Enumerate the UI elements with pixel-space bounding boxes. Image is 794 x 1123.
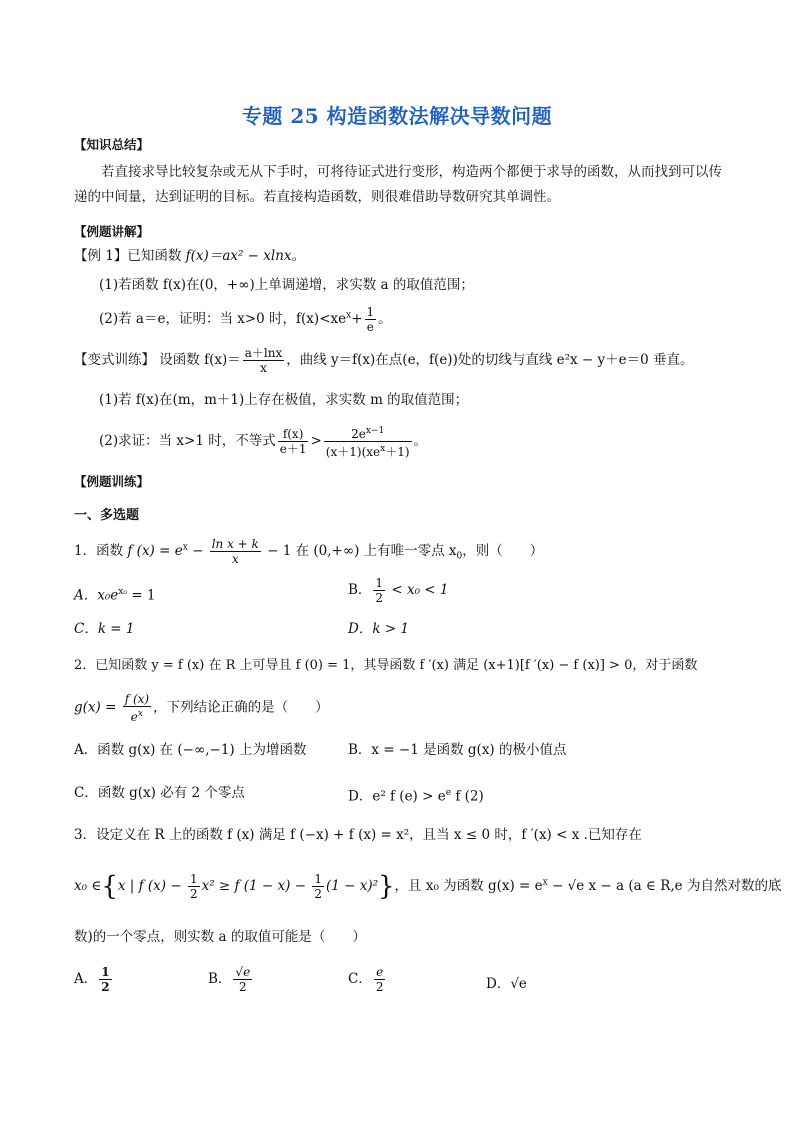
knowledge-text: 若直接求导比较复杂或无从下手时，可将待证式进行变形，构造两个都便于求导的函数，从而找到可以传递的中间量，达到证明的目标。若直接构造函数，则很难借助导数研究其单调性。 [74,164,722,205]
numerator-text: 2e [351,427,366,441]
example1-q2-sup: x [346,310,352,321]
fraction-denominator: 2 [238,980,247,994]
option-label: C． [348,971,372,987]
fraction-denominator: 2 [189,887,198,901]
question3-set [74,872,781,901]
fraction-denominator: x [231,552,239,566]
denominator-text: (x＋1)(xe [325,445,381,459]
fraction-numerator: a＋lnx [244,346,283,360]
fraction-numerator: f (x) [124,692,150,706]
q1-option-a [74,583,155,605]
option-label: A． [74,971,98,987]
q3-set-body1: x | f (x) − [117,878,186,894]
question3-line3: 数)的一个零点，则实数 a 的取值可能是（ ） [74,929,366,945]
option-sup: x₀ [118,587,127,597]
fraction-denominator: e [366,320,374,334]
question1-stem [74,537,543,566]
variant-q2 [99,424,427,459]
q1-end: ，则（ ） [462,543,544,559]
q1-option-b [348,576,448,605]
q3-line2-tail2: − √e x − a (a ∈ R,e 为自然对数的底 [547,878,782,894]
example1-stem [74,247,305,265]
fraction-numerator: e [374,965,386,980]
variant-q2-text: (2)求证：当 x>1 时，不等式 [99,433,276,449]
q1-sub: 0 [456,551,463,562]
fraction-denominator: e＋1 [279,442,307,456]
page-title: 专题 25 构造函数法解决导数问题 [241,104,553,128]
variant-fraction [243,346,285,375]
q2-fraction [123,692,151,724]
fraction-denominator: 2 [101,980,110,994]
option-end: < x₀ < 1 [387,582,449,598]
denominator-sup: x [380,444,386,454]
denominator-end: ＋1) [385,445,410,459]
option-text: A．x₀e [74,587,119,604]
q2-option-b: B．x = −1 是函数 g(x) 的极小值点 [348,742,567,758]
example1-func: f(x)＝ax² − xlnx。 [185,248,306,264]
example1-q2 [99,305,392,334]
numerator-sup: x−1 [365,426,385,436]
fraction-denominator: 2 [375,980,384,994]
fraction-numerator [324,424,412,442]
q3-option-a [74,965,114,994]
section-multiple-choice: 一、多选题 [74,508,140,523]
q2-option-a: A．函数 g(x) 在 (−∞,−1) 上为增函数 [74,742,307,758]
option-end: = 1 [126,587,156,604]
q2-tail: ，下列结论正确的是（ ） [153,699,329,716]
example1-q1: (1)若函数 f(x)在(0，+∞)上单调递增，求实数 a 的取值范围； [99,277,474,293]
question3-stem: 3．设定义在 R 上的函数 f (x) 满足 f (−x) + f (x) = x²，且当 x ≤ 0 时，f ′(x) < x .已知存在 [74,827,642,843]
denominator-sup: x [137,709,143,719]
variant-q1: (1)若 f(x)在(m，m＋1)上存在极值，求实数 m 的取值范围； [99,392,469,408]
q1-fraction [210,537,261,566]
q3-set-body2: x² ≥ f (1 − x) − [201,878,311,894]
knowledge-heading: 【知识总结】 [74,137,150,152]
q3-set-start: x₀ ∈ [74,878,102,894]
q1-middle: − 1 在 (0,+∞) 上有唯一零点 x [262,543,457,559]
examples-heading: 【例题讲解】 [74,224,150,239]
example1-lead: 【例 1】已知函数 [74,248,186,264]
option-fraction [374,965,386,994]
option-label: B． [208,971,232,987]
q2-option-c: C．函数 g(x) 必有 2 个零点 [74,785,245,801]
example1-q2-plus: + [351,311,363,327]
fraction-denominator [123,707,151,724]
variant-tail: ，曲线 y＝f(x)在点(e，f(e))处的切线与直线 e²x − y＋e＝0 垂直。 [286,352,694,368]
q3-set-body3: (1 − x)² [325,878,378,894]
question2-function [74,692,329,724]
fraction-denominator: x [260,361,267,375]
fraction-numerator: √e [235,965,251,979]
variant-q2-end: 。 [413,433,428,449]
q3-line2-tail: ，且 x₀ 为函数 g(x) = e [394,878,543,894]
option-fraction [233,965,252,994]
denominator-text: e [130,710,138,724]
right-brace-icon: } [378,871,395,902]
q3-option-d: D．√e [486,976,527,992]
q1-func: f (x) = e [127,543,183,559]
q2-option-d [348,784,484,806]
variant-q2-fraction2 [324,424,412,459]
variant-stem [74,346,694,375]
q1-option-c: C．k = 1 [74,621,135,637]
fraction-denominator [324,442,412,459]
option-label: B． [348,582,372,598]
fraction-denominator: 2 [314,887,322,901]
option-end: f (2) [451,788,484,805]
example1-q2-fraction [365,305,377,334]
fraction-numerator: ln x + k [211,537,259,551]
q1-sup: x [182,542,188,553]
variant-lead: 【变式训练】 设函数 f(x)＝ [74,352,241,368]
q3-option-c [348,965,387,994]
option-sup: e [445,788,452,798]
fraction-numerator: 1 [375,576,384,590]
variant-q2-gt: > [310,433,322,449]
q3-half-fraction2 [312,872,324,901]
left-brace-icon: { [101,871,118,902]
fraction-numerator: 1 [189,872,198,886]
option-fraction [373,576,385,605]
q3-line2-sup: x [542,877,548,888]
question2-stem: 2．已知函数 y = f (x) 在 R 上可导且 f (0) = 1，其导函数 f ′(x) 满足 (x+1)[f ′(x) − f (x)] > 0，对于函数 [74,658,698,673]
variant-q2-fraction1 [278,427,309,456]
q3-half-fraction1 [188,872,200,901]
option-fraction [99,965,111,994]
q2-g-label: g(x) = [74,699,121,716]
option-text: D．e² f (e) > e [348,788,446,805]
fraction-numerator: f(x) [278,427,309,442]
fraction-denominator: 2 [375,591,384,605]
q1-minus: − [187,543,208,559]
fraction-numerator: 1 [314,872,322,886]
q3-option-b [208,965,254,994]
fraction-numerator: 1 [366,305,375,319]
training-heading: 【例题训练】 [74,474,150,489]
q1-option-d: D．k > 1 [348,621,409,637]
example1-q2-text: (2)若 a＝e，证明：当 x>0 时，f(x)<xe [99,311,347,327]
q1-number: 1．函数 [74,543,128,559]
example1-q2-end: 。 [378,311,392,327]
fraction-numerator: 1 [101,965,110,979]
